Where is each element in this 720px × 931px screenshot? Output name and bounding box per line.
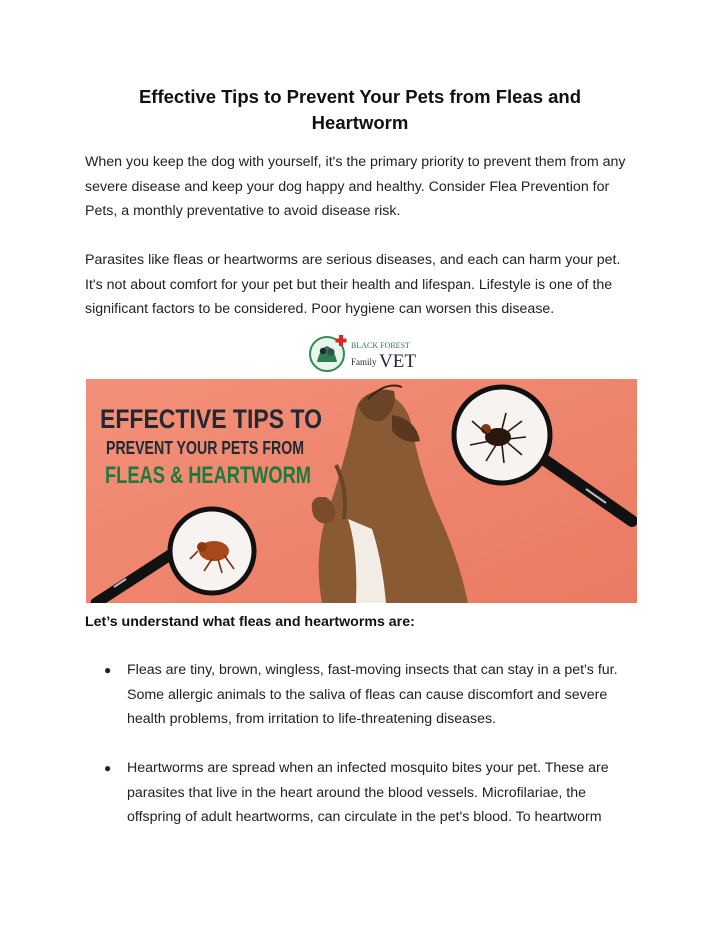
black-forest-family-vet-logo bbox=[307, 332, 419, 376]
hero-line1: EFFECTIVE TIPS TO bbox=[100, 404, 322, 434]
bullet-text-fleas: Fleas are tiny, brown, wingless, fast-moving insects that can stay in a pet's fur. Some allergic animals to the saliva of fleas can cause discomfort and severe health problems, from irritation to life-threatening diseases. bbox=[127, 662, 618, 727]
page-title: Effective Tips to Prevent Your Pets from Fleas and Heartworm bbox=[138, 86, 582, 133]
logo-line1: BLACK FOREST bbox=[351, 341, 410, 350]
bullet-icon: ● bbox=[104, 663, 112, 677]
hero-line2: PREVENT YOUR PETS FROM bbox=[106, 438, 304, 458]
bullet-icon: ● bbox=[104, 761, 112, 775]
section-heading: Let’s understand what fleas and heartworms are: bbox=[85, 614, 415, 630]
hero-banner-image bbox=[86, 379, 637, 603]
parasites-paragraph: Parasites like fleas or heartworms are serious diseases, and each can harm your pet. It's not about comfort for your pet but their health and lifespan. Lifestyle is one of the significant factors to be considered. Poor hygiene can worsen this disease. bbox=[85, 252, 621, 317]
intro-paragraph: When you keep the dog with yourself, it's the primary priority to prevent them from any severe disease and keep your dog happy and healthy. Consider Flea Prevention for Pets, a monthly preventative to avoid disease risk. bbox=[85, 154, 626, 219]
hero-line3: FLEAS & HEARTWORM bbox=[105, 462, 311, 489]
bullet-text-heartworms: Heartworms are spread when an infected mosquito bites your pet. These are parasites that live in the heart around the blood vessels. Microfilariae, the offspring of adult heartworms, can circulate in the pet's blood. To heartworm bbox=[127, 760, 609, 825]
logo-family: Family bbox=[351, 357, 377, 367]
logo-vet: VET bbox=[379, 351, 416, 372]
